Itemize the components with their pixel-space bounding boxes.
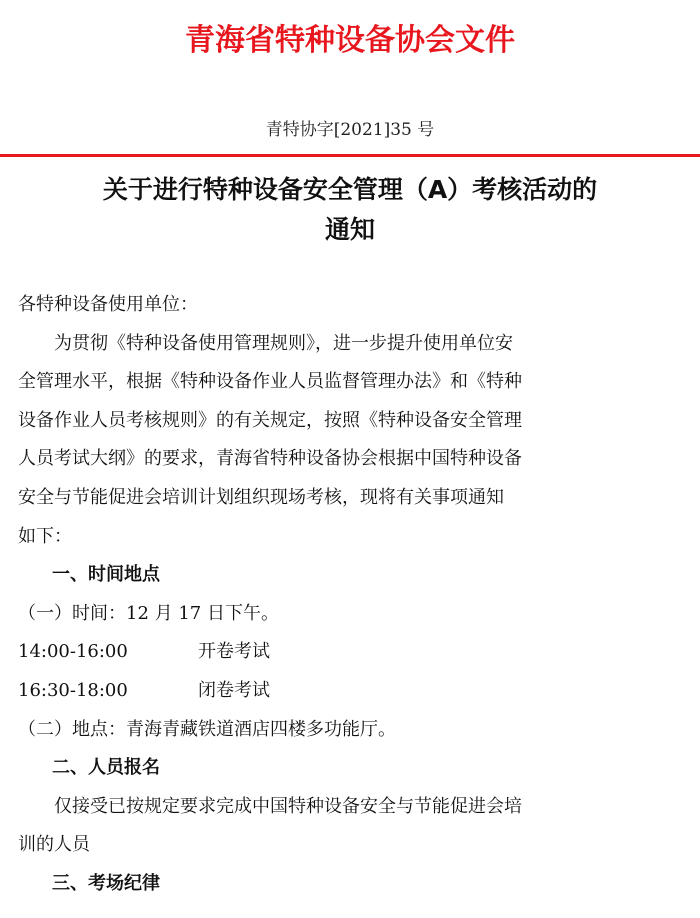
section-text-line: 训的人员 (18, 834, 90, 856)
time-line: （一）时间：12 月 17 日下午。 (18, 602, 279, 624)
exam-session-label: 闭卷考试 (198, 679, 270, 701)
document-body (18, 286, 682, 904)
document-number: 青特协字[2021]35 号 (265, 120, 435, 140)
section-heading: 三、考场纪律 (52, 872, 160, 894)
exam-session-row (18, 633, 682, 672)
document-header-title: 青海省特种设备协会文件 (185, 23, 515, 58)
section-text-line: 仅接受已按规定要求完成中国特种设备安全与节能促进会培 (54, 795, 522, 817)
notice-title: 关于进行特种设备安全管理（A）考核活动的 通知 (102, 175, 598, 244)
intro-line: 为贯彻《特种设备使用管理规则》，进一步提升使用单位安 (54, 332, 513, 354)
intro-line: 安全与节能促进会培训计划组织现场考核，现将有关事项通知 (18, 486, 504, 508)
exam-session-time: 16:30-18:00 (18, 679, 128, 701)
salutation: 各特种设备使用单位： (18, 294, 198, 315)
intro-line: 如下： (18, 525, 72, 547)
section-heading: 二、人员报名 (52, 757, 160, 779)
intro-line: 人员考试大纲》的要求，青海省特种设备协会根据中国特种设备 (18, 448, 522, 470)
red-divider-line (0, 154, 700, 157)
exam-session-time: 14:00-16:00 (18, 641, 128, 663)
place-line: （二）地点：青海青藏铁道酒店四楼多功能厅。 (18, 718, 396, 740)
exam-session-label: 开卷考试 (198, 641, 270, 663)
section-heading: 一、时间地点 (52, 564, 160, 586)
intro-line: 设备作业人员考核规则》的有关规定，按照《特种设备安全管理 (18, 409, 522, 431)
intro-line: 全管理水平，根据《特种设备作业人员监督管理办法》和《特种 (18, 371, 522, 393)
exam-session-row (18, 672, 682, 711)
